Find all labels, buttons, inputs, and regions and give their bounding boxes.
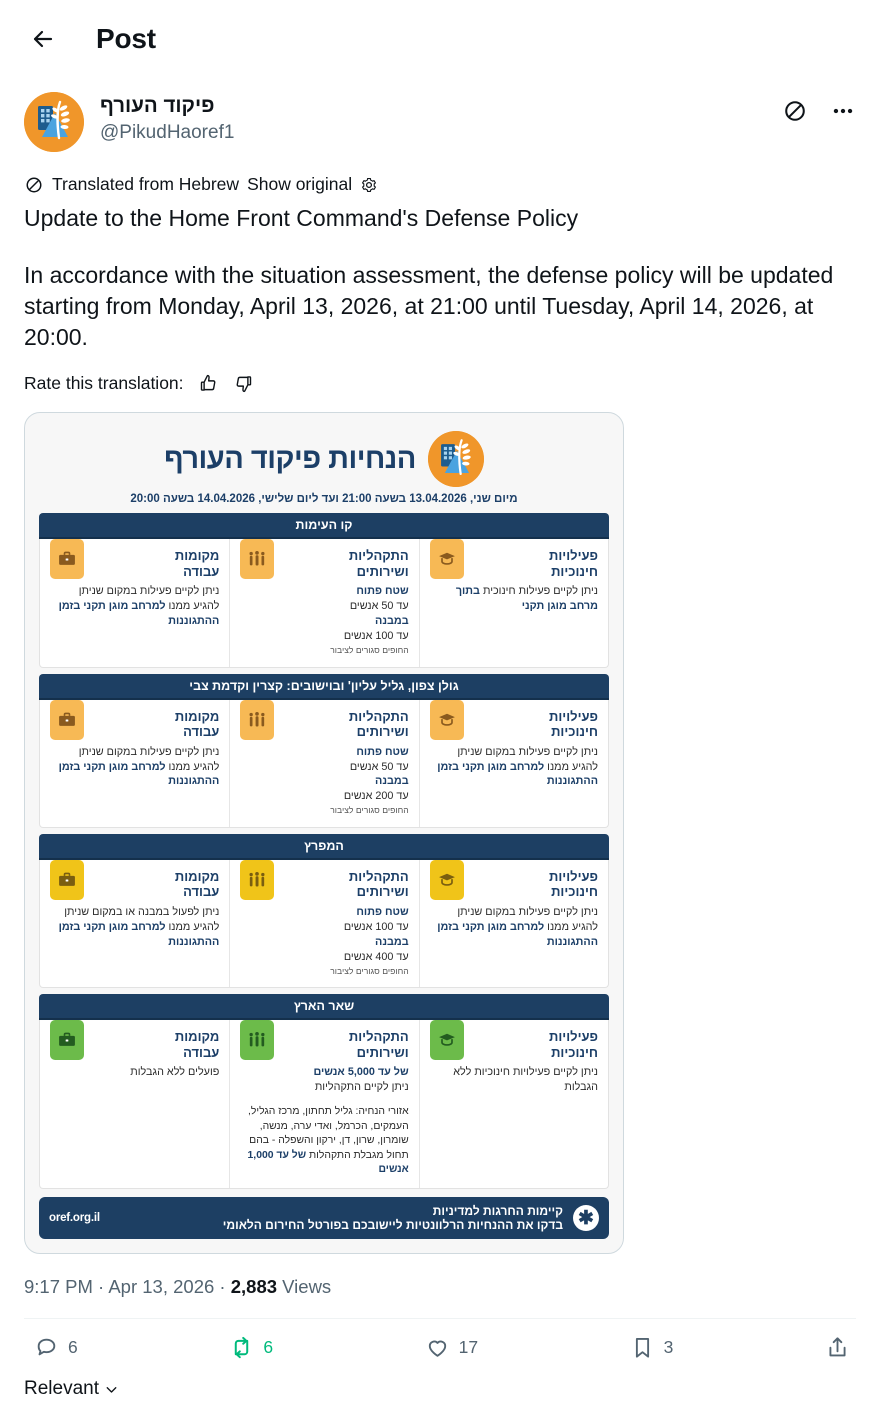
people-group-icon [240, 700, 274, 740]
infographic-section [39, 994, 609, 1189]
thumbs-up-icon[interactable] [198, 373, 219, 394]
infographic-section [39, 513, 609, 667]
retweet-button[interactable] [229, 1335, 273, 1360]
column-header [50, 1028, 219, 1060]
guideline-column [419, 539, 608, 666]
graduation-cap-icon [430, 539, 464, 579]
share-button[interactable] [825, 1335, 850, 1360]
infographic-section [39, 834, 609, 988]
post-paragraph-2: In accordance with the situation assessment, the defense policy will be updated starting from Monday, April 13, 2026, at 21:00 until Tuesday, April 14, 2026, at 20:00. [24, 262, 834, 351]
column-title: התקהליות ושירותים [348, 548, 409, 579]
reply-icon [34, 1335, 59, 1360]
infographic-header [39, 425, 609, 491]
translation-notice [0, 152, 880, 195]
column-title: מקומות עבודה [174, 548, 220, 579]
column-body: שטח פתוח עד 100 אנשים במבנה עד 400 אנשים החופים סגורים לציבור [330, 906, 409, 976]
infographic-logo [428, 431, 484, 487]
views-label: Views [282, 1276, 332, 1298]
avatar[interactable] [24, 92, 84, 152]
infographic-title: הנחיות פיקוד העורף [164, 442, 416, 475]
post-text [0, 195, 880, 353]
column-title: פעילויות חינוכיות [549, 708, 598, 739]
account-row [0, 78, 880, 152]
section-columns [39, 1020, 609, 1189]
graduation-cap-icon [430, 1020, 464, 1060]
people-group-icon [240, 539, 274, 579]
column-body: ניתן לקיים פעילויות חינוכיות ללא הגבלות [453, 1066, 598, 1094]
bookmark-icon [630, 1335, 655, 1360]
section-title: קו העימות [39, 513, 609, 539]
graduation-cap-icon [430, 700, 464, 740]
people-group-icon [240, 1020, 274, 1060]
guideline-column [229, 539, 418, 666]
infographic-sections [39, 513, 609, 1189]
account-handle[interactable]: @PikudHaoref1 [100, 122, 235, 144]
post-time: 9:17 PM [24, 1276, 93, 1298]
guideline-column [419, 1020, 608, 1188]
footer-line-1: קיימות החרגות למדיניות [432, 1204, 563, 1219]
grok-actions-icon [782, 98, 808, 124]
column-body: ניתן לקיים פעילות במקום שניתן להגיע ממנו למרחב מוגן תקני בזמן ההתגוננות [58, 745, 220, 788]
column-header [50, 547, 219, 579]
asterisk-icon: ✱ [573, 1205, 599, 1231]
column-header [430, 547, 598, 579]
guideline-column [419, 700, 608, 827]
column-title: פעילויות חינוכיות [549, 548, 598, 579]
infographic-footer [39, 1197, 609, 1239]
back-button[interactable] [24, 20, 62, 58]
briefcase-icon [50, 1020, 84, 1060]
column-body: ניתן לפעול במבנה או במקום שניתן להגיע ממנו למרחב מוגן תקני בזמן ההתגוננות [58, 906, 220, 948]
top-bar [0, 0, 880, 78]
post-date: Apr 13, 2026 [108, 1276, 215, 1298]
column-title: התקהליות ושירותים [348, 1029, 409, 1060]
reply-count: 6 [68, 1337, 78, 1358]
gear-icon[interactable] [360, 176, 378, 194]
rate-translation-label: Rate this translation: [24, 373, 184, 394]
section-columns [39, 539, 609, 667]
guideline-column [229, 700, 418, 827]
account-actions [782, 92, 856, 124]
guideline-column [229, 1020, 418, 1188]
column-title: התקהליות ושירותים [348, 869, 409, 900]
more-options-button[interactable] [830, 98, 856, 124]
home-front-command-logo-icon [24, 92, 84, 152]
footer-line-2: בדקו את ההנחיות הרלוונטיות ליישובכם בפורטל החירום הלאומי [222, 1218, 563, 1233]
post-image-card[interactable] [24, 412, 624, 1254]
briefcase-icon [50, 539, 84, 579]
show-original-link[interactable]: Show original [247, 174, 353, 194]
section-columns [39, 700, 609, 828]
thumbs-down-icon[interactable] [233, 373, 254, 394]
column-header [240, 708, 408, 740]
column-body: של עד 5,000 אנשים ניתן לקיים התקהליות אזורי הנחיה: גליל תחתון, מרכז הגליל, העמקים, הכרמל, ואדי ערה, מנשה, שומרון, שרון, דן, ירקון והשפלה - בהם תחול מגבלת התקהלות של עד 1,000 אנשים [247, 1066, 409, 1176]
column-body: שטח פתוח עד 50 אנשים במבנה עד 200 אנשים החופים סגורים לציבור [330, 745, 409, 816]
column-body: ניתן לקיים פעילות במקום שניתן להגיע ממנו למרחב מוגן תקני בזמן ההתגוננות [437, 745, 598, 788]
guideline-column [229, 860, 418, 987]
home-front-command-logo-icon [428, 431, 484, 487]
section-title: שאר הארץ [39, 994, 609, 1020]
column-body: ניתן לקיים פעילות חינוכית בתוך מרחב מוגן תקני [455, 585, 598, 613]
chevron-down-icon [103, 1381, 120, 1398]
bookmark-count: 3 [663, 1337, 674, 1358]
post-paragraph-1: Update to the Home Front Command's Defense Policy [24, 205, 579, 231]
retweet-count: 6 [263, 1337, 274, 1358]
guideline-column [40, 700, 229, 827]
column-body: שטח פתוח עד 50 אנשים במבנה עד 100 אנשים החופים סגורים לציבור [330, 585, 409, 655]
heart-icon [425, 1335, 450, 1360]
column-title: התקהליות ושירותים [348, 708, 409, 739]
column-header [240, 868, 408, 900]
rate-translation-row [0, 353, 880, 394]
grok-actions-button[interactable] [782, 98, 808, 124]
column-body: ניתן לקיים פעילות במקום שניתן להגיע ממנו למרחב מוגן תקני בזמן ההתגוננות [58, 585, 220, 627]
column-body: פועלים ללא הגבלות [130, 1066, 220, 1079]
sort-label: Relevant [24, 1378, 99, 1400]
briefcase-icon [50, 700, 84, 740]
column-title: פעילויות חינוכיות [549, 869, 598, 900]
column-title: פעילויות חינוכיות [549, 1029, 598, 1060]
column-header [50, 868, 219, 900]
briefcase-icon [50, 860, 84, 900]
translated-from-label: Translated from Hebrew [52, 174, 240, 194]
engagement-action-bar [0, 1319, 880, 1360]
post-meta: 9:17 PM · Apr 13, 2026 · 2,883 Views [24, 1276, 332, 1298]
footer-text [110, 1204, 563, 1232]
arrow-left-icon [31, 27, 55, 51]
share-icon [825, 1335, 850, 1360]
infographic-subtitle: מיום שני, 13.04.2026 בשעה 21:00 ועד ליום שלישי, 14.04.2026 בשעה 20:00 [130, 493, 518, 506]
section-title: המפרץ [39, 834, 609, 860]
guideline-column [40, 860, 229, 987]
section-columns [39, 860, 609, 988]
section-title: גולן צפון, גליל עליון' ובוישובים: קצרין וקדמת צבי [39, 674, 609, 700]
views-count: 2,883 [230, 1276, 278, 1298]
reply-button[interactable] [34, 1335, 78, 1360]
account-names [100, 92, 766, 146]
column-title: מקומות עבודה [174, 708, 220, 739]
column-body: ניתן לקיים פעילות במקום שניתן להגיע ממנו למרחב מוגן תקני בזמן ההתגוננות [437, 906, 598, 948]
people-group-icon [240, 860, 274, 900]
guideline-column [40, 539, 229, 666]
column-title: מקומות עבודה [174, 1029, 220, 1060]
guideline-column [419, 860, 608, 987]
footer-url: oref.org.il [49, 1212, 100, 1225]
column-header [240, 1028, 408, 1060]
bookmark-button[interactable] [630, 1335, 674, 1360]
graduation-cap-icon [430, 860, 464, 900]
column-header [430, 708, 598, 740]
column-header [430, 868, 598, 900]
column-header [50, 708, 219, 740]
like-button[interactable] [425, 1335, 478, 1360]
column-header [430, 1028, 598, 1060]
retweet-icon [229, 1335, 254, 1360]
like-count: 17 [458, 1337, 479, 1358]
more-horizontal-icon [830, 98, 856, 124]
column-header [240, 547, 408, 579]
translate-grok-icon [24, 175, 44, 195]
sort-selector[interactable] [0, 1360, 880, 1400]
column-title: מקומות עבודה [174, 869, 220, 900]
guideline-column [40, 1020, 229, 1188]
infographic-section [39, 674, 609, 828]
display-name[interactable]: פיקוד העורף [100, 94, 215, 117]
page-title: Post [96, 23, 156, 54]
